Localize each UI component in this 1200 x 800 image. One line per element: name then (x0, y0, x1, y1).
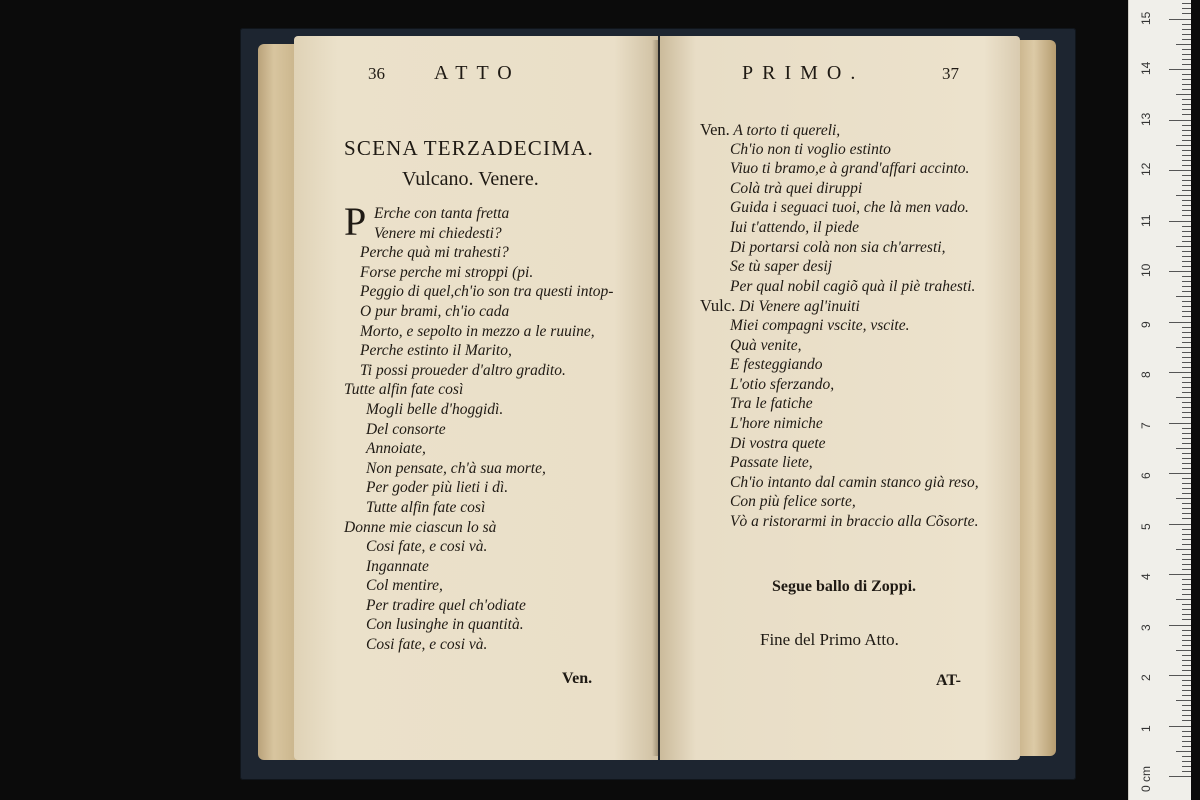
ruler-tick (1182, 771, 1191, 772)
ruler-tick (1176, 347, 1191, 348)
verse-text: Tra le fatiche (730, 395, 813, 413)
verse-line (700, 375, 979, 395)
ruler-tick (1182, 539, 1191, 540)
ruler-tick (1182, 109, 1191, 110)
verse-text: Con più felice sorte, (730, 493, 856, 511)
ruler-tick (1182, 554, 1191, 555)
ruler-tick (1182, 291, 1191, 292)
verse-text: L'hore nimiche (730, 414, 823, 432)
ruler-tick (1169, 322, 1191, 323)
ruler-tick (1182, 74, 1191, 75)
verse-text: E festeggiando (730, 356, 823, 374)
ruler-tick (1182, 266, 1191, 267)
verse-line: Per goder più lieti i dì. (366, 479, 509, 497)
verse-line: Cosi fate, e cosi và. (366, 636, 488, 654)
verse-lines-left (344, 199, 614, 655)
ruler-tick (1169, 221, 1191, 222)
ruler-tick (1176, 145, 1191, 146)
ruler-tick (1182, 463, 1191, 464)
ruler-tick (1182, 559, 1191, 560)
ruler-tick (1182, 766, 1191, 767)
verse-line (700, 179, 979, 199)
ruler-tick (1182, 579, 1191, 580)
ruler-cm-label: 3 (1139, 623, 1153, 631)
ruler-tick (1176, 44, 1191, 45)
ruler-tick (1182, 412, 1191, 413)
ruler-tick (1182, 84, 1191, 85)
verse-text: A torto ti quereli, (733, 122, 841, 139)
speaker-label: Vulc. (700, 296, 736, 316)
ruler-tick (1182, 433, 1191, 434)
verse-line: Annoiate, (366, 440, 426, 458)
ruler-tick (1176, 397, 1191, 398)
ruler-tick (1176, 751, 1191, 752)
ruler-tick (1182, 301, 1191, 302)
ruler-tick (1182, 231, 1191, 232)
ruler-tick (1182, 205, 1191, 206)
ruler-tick (1182, 3, 1191, 4)
verse-line (700, 473, 979, 493)
verse-line: Donne mie ciascun lo sà (344, 518, 497, 536)
verse-line: Ti possi proueder d'altro gradito. (360, 361, 566, 379)
ruler-cm-label: 5 (1139, 522, 1153, 530)
ruler-tick (1182, 478, 1191, 479)
ruler-tick (1182, 114, 1191, 115)
ruler-tick (1182, 357, 1191, 358)
ruler-tick (1182, 640, 1191, 641)
verse-line (700, 394, 979, 414)
ruler-tick (1182, 705, 1191, 706)
ruler-tick (1182, 190, 1191, 191)
ruler-tick (1182, 54, 1191, 55)
ruler-tick (1182, 761, 1191, 762)
ruler-cm-label: 7 (1139, 421, 1153, 429)
stage-direction: Segue ballo di Zoppi. (772, 578, 917, 595)
verse-text: Ch'io intanto dal camin stanco già reso, (730, 473, 979, 491)
ruler-tick (1169, 271, 1191, 272)
ruler-tick (1182, 589, 1191, 590)
ruler-tick (1182, 584, 1191, 585)
ruler-tick (1182, 508, 1191, 509)
verse-text: Viuo ti bramo,e à grand'affari accinto. (730, 160, 970, 178)
verse-text: Se tù saper desij (730, 258, 833, 276)
verse-line (700, 414, 979, 434)
verse-line: Del consorte (366, 420, 446, 438)
ruler-tick (1182, 665, 1191, 666)
ruler-tick (1182, 710, 1191, 711)
verse-line: Morto, e sepolto in mezzo a le ruuine, (360, 322, 595, 340)
verse-line: Mogli belle d'hoggidì. (366, 400, 504, 418)
ruler-tick (1182, 180, 1191, 181)
ruler-tick (1182, 342, 1191, 343)
ruler-tick (1182, 24, 1191, 25)
verse-text: Guida i seguaci tuoi, che là men vado. (730, 199, 969, 217)
speaker-label: Ven. (700, 120, 730, 139)
verse-line (700, 238, 979, 258)
ruler-tick (1176, 700, 1191, 701)
verse-text: Ch'io non ti voglio estinto (730, 140, 891, 158)
ruler-tick (1182, 130, 1191, 131)
ruler-tick (1182, 362, 1191, 363)
ruler-cm-label: 2 (1139, 674, 1153, 681)
ruler-tick (1169, 574, 1191, 575)
ruler-tick (1182, 150, 1191, 151)
verse-text: Quà venite, (730, 336, 802, 354)
catchword-right: AT- (936, 672, 961, 689)
verse-lines-right (700, 120, 979, 531)
ruler-tick (1182, 104, 1191, 105)
ruler-tick (1176, 448, 1191, 449)
verse-text: Vò a ristorarmi in braccio alla Cõsorte. (730, 512, 979, 530)
verse-line (700, 434, 979, 454)
verse-line (700, 355, 979, 375)
verse-text: Di vostra quete (730, 434, 826, 452)
ruler-cm-label: 11 (1139, 214, 1153, 227)
ruler-tick (1176, 94, 1191, 95)
ruler-tick (1182, 428, 1191, 429)
verse-text: Di portarsi colà non sia ch'arresti, (730, 238, 946, 256)
verse-line (700, 453, 979, 473)
ruler-tick (1182, 286, 1191, 287)
verse-line (700, 140, 979, 160)
verse-line: Non pensate, ch'à sua morte, (366, 459, 546, 477)
ruler-tick (1176, 650, 1191, 651)
verse-text: Colà trà quei diruppi (730, 179, 863, 197)
ruler-tick (1182, 483, 1191, 484)
ruler-tick (1182, 569, 1191, 570)
verse-line (700, 198, 979, 218)
ruler-tick (1182, 59, 1191, 60)
ruler-tick (1182, 256, 1191, 257)
ruler-tick (1182, 609, 1191, 610)
ruler-tick (1182, 746, 1191, 747)
ruler-tick (1169, 19, 1191, 20)
ruler-tick (1182, 564, 1191, 565)
ruler-tick (1182, 680, 1191, 681)
ruler-tick (1182, 316, 1191, 317)
ruler-tick (1169, 675, 1191, 676)
ruler-tick (1169, 524, 1191, 525)
verse-text: L'otio sferzando, (730, 375, 835, 393)
verse-line: Col mentire, (366, 577, 443, 595)
ruler-tick (1182, 251, 1191, 252)
ruler-tick (1182, 443, 1191, 444)
ruler-tick (1182, 125, 1191, 126)
ruler-tick (1182, 417, 1191, 418)
ruler-tick (1182, 281, 1191, 282)
verse-text: Di Venere agl'inuiti (739, 298, 860, 316)
verse-line: Con lusinghe in quantità. (366, 616, 524, 634)
ruler-tick (1182, 715, 1191, 716)
ruler-tick (1182, 306, 1191, 307)
verse-line (700, 257, 979, 277)
page-block-edge-left (258, 44, 298, 760)
ruler-tick (1169, 120, 1191, 121)
verse-line: Per tradire quel ch'odiate (366, 596, 526, 614)
ruler-tick (1182, 135, 1191, 136)
verse-line: Tutte alfin fate così (366, 498, 486, 516)
ruler-tick (1169, 69, 1191, 70)
verse-text: Per qual nobil cagiõ quà il piè trahesti. (730, 277, 976, 295)
ruler-tick (1182, 236, 1191, 237)
ruler-cm-label: 12 (1139, 162, 1153, 176)
ruler-tick (1182, 407, 1191, 408)
ruler-tick (1182, 741, 1191, 742)
verse-line (700, 218, 979, 238)
verse-line: Perche estinto il Marito, (360, 342, 512, 360)
ruler-tick (1182, 529, 1191, 530)
running-head-left: ATTO (434, 62, 521, 84)
verse-line: Tutte alfin fate così (344, 381, 464, 399)
ruler-tick (1182, 155, 1191, 156)
verse-line: Venere mi chiedesti? (374, 224, 502, 242)
verse-line (700, 120, 979, 140)
ruler-tick (1182, 311, 1191, 312)
verse-line: Perche quà mi trahesti? (360, 244, 509, 262)
ruler-tick (1169, 423, 1191, 424)
ruler-tick (1182, 594, 1191, 595)
ruler-tick (1182, 49, 1191, 50)
ruler-tick (1182, 690, 1191, 691)
ruler-cm-label: 8 (1139, 371, 1153, 378)
ruler-tick (1182, 670, 1191, 671)
ruler-tick (1182, 635, 1191, 636)
ruler-tick (1169, 473, 1191, 474)
ruler-tick (1169, 372, 1191, 373)
verse-line (700, 159, 979, 179)
page-number-right: 37 (942, 64, 959, 83)
ruler-tick (1182, 8, 1191, 9)
ruler-tick (1182, 614, 1191, 615)
ruler-cm-label: 14 (1139, 61, 1153, 75)
ruler-tick (1182, 645, 1191, 646)
running-head-right: PRIMO. (742, 62, 865, 84)
ruler-tick (1182, 402, 1191, 403)
ruler-tick (1182, 695, 1191, 696)
measuring-ruler (1128, 0, 1191, 800)
ruler-tick (1182, 458, 1191, 459)
ruler-tick (1182, 332, 1191, 333)
ruler-cm-label: 6 (1139, 472, 1153, 479)
ruler-cm-label: 15 (1139, 11, 1153, 25)
verse-text: Miei compagni vscite, vscite. (730, 316, 910, 334)
ruler-tick (1182, 367, 1191, 368)
ruler-tick (1182, 241, 1191, 242)
ruler-tick (1169, 625, 1191, 626)
ruler-tick (1182, 392, 1191, 393)
ruler-tick (1182, 64, 1191, 65)
ruler-tick (1182, 488, 1191, 489)
ruler-tick (1182, 261, 1191, 262)
ruler-tick (1182, 387, 1191, 388)
ruler-tick (1182, 215, 1191, 216)
ruler-cm-label: 9 (1139, 320, 1153, 328)
verse-line: Forse perche mi stroppi (pi. (360, 263, 534, 281)
ruler-tick (1182, 493, 1191, 494)
ruler-tick (1176, 246, 1191, 247)
ruler-tick (1182, 382, 1191, 383)
verse-text: Passate liete, (730, 454, 813, 472)
ruler-tick (1182, 34, 1191, 35)
ruler-tick (1182, 513, 1191, 514)
ruler-tick (1169, 776, 1191, 777)
ruler-tick (1182, 89, 1191, 90)
ruler-cm-label: 4 (1139, 573, 1153, 580)
ruler-tick (1182, 720, 1191, 721)
ruler-tick (1182, 29, 1191, 30)
ruler-tick (1182, 377, 1191, 378)
ruler-tick (1182, 534, 1191, 535)
ruler-tick (1182, 685, 1191, 686)
right-page (660, 36, 1020, 760)
verse-line: Peggio di quel,ch'io son tra questi intop- (360, 283, 614, 301)
end-of-act-note: Fine del Primo Atto. (760, 630, 899, 649)
ruler-tick (1182, 604, 1191, 605)
page-number-left: 36 (368, 64, 385, 83)
ruler-tick (1182, 99, 1191, 100)
ruler-tick (1176, 549, 1191, 550)
scene-title: SCENA TERZADECIMA. (344, 136, 594, 160)
ruler-tick (1182, 731, 1191, 732)
left-page (294, 36, 658, 760)
ruler-tick (1182, 468, 1191, 469)
ruler-tick (1182, 165, 1191, 166)
ruler-tick (1182, 438, 1191, 439)
verse-line (700, 512, 979, 532)
ruler-tick (1182, 518, 1191, 519)
scene-characters: Vulcano. Venere. (402, 168, 539, 190)
ruler-tick (1182, 352, 1191, 353)
ruler-tick (1182, 503, 1191, 504)
ruler-tick (1176, 599, 1191, 600)
ruler-tick (1182, 337, 1191, 338)
ruler-tick (1176, 296, 1191, 297)
ruler-tick (1182, 210, 1191, 211)
ruler-tick (1182, 276, 1191, 277)
verse-line (700, 336, 979, 356)
ruler-tick (1182, 453, 1191, 454)
drop-cap: P (344, 199, 367, 244)
verse-text: Iui t'attendo, il piede (730, 218, 860, 236)
ruler-cm-label: 13 (1139, 112, 1153, 126)
ruler-tick (1169, 170, 1191, 171)
ruler-tick (1182, 79, 1191, 80)
ruler-tick (1182, 327, 1191, 328)
ruler-tick (1182, 13, 1191, 14)
catchword-left: Ven. (562, 670, 593, 687)
verse-line: Cosi fate, e cosi và. (366, 538, 488, 556)
ruler-cm-label: 1 (1139, 724, 1153, 732)
verse-line: Erche con tanta fretta (374, 205, 510, 222)
ruler-cm-label: 10 (1139, 263, 1153, 277)
ruler-tick (1182, 39, 1191, 40)
ruler-unit-label: 0 cm (1139, 765, 1153, 792)
ruler-tick (1182, 185, 1191, 186)
ruler-tick (1169, 726, 1191, 727)
verse-line (700, 492, 979, 512)
ruler-tick (1176, 195, 1191, 196)
ruler-tick (1182, 660, 1191, 661)
ruler-tick (1176, 498, 1191, 499)
ruler-tick (1182, 140, 1191, 141)
ruler-tick (1182, 160, 1191, 161)
verse-line: O pur brami, ch'io cada (360, 302, 510, 320)
ruler-tick (1182, 655, 1191, 656)
verse-line: Ingannate (366, 557, 429, 575)
ruler-tick (1182, 736, 1191, 737)
ruler-tick (1182, 226, 1191, 227)
ruler-tick (1182, 619, 1191, 620)
ruler-tick (1182, 630, 1191, 631)
ruler-tick (1182, 175, 1191, 176)
verse-line (700, 277, 979, 297)
ruler-tick (1182, 544, 1191, 545)
verse-line (700, 316, 979, 336)
verse-line (700, 296, 979, 316)
ruler-tick (1182, 200, 1191, 201)
ruler-tick (1182, 756, 1191, 757)
